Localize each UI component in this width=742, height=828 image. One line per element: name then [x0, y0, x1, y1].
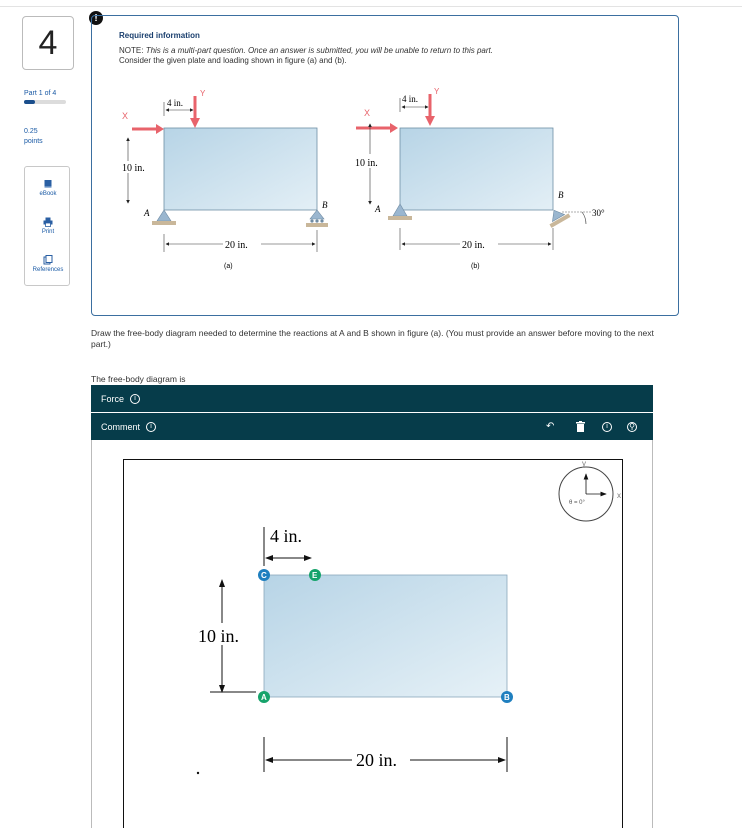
dim-bottom-b: 20 in.: [462, 240, 485, 251]
dim-bottom-a: 20 in.: [225, 240, 248, 251]
alert-icon: !: [89, 11, 103, 25]
instruction-text: Draw the free-body diagram needed to determine the reactions at A and B shown in figure (a). (You must provide an answer before moving to the next part.): [91, 328, 654, 349]
dial-theta: θ = 0°: [569, 500, 585, 506]
dial-x-label: x: [617, 491, 621, 500]
angle-dial[interactable]: [559, 459, 621, 521]
info-icon[interactable]: i: [130, 394, 140, 404]
ebook-button[interactable]: eBook: [25, 179, 71, 197]
fbd-dim-top: 4 in.: [270, 526, 303, 546]
point-c[interactable]: [258, 569, 270, 581]
svg-text:B: B: [504, 693, 510, 702]
accessibility-icon[interactable]: ⚲: [627, 413, 637, 440]
point-b[interactable]: [501, 691, 513, 703]
label-b-a: B: [322, 200, 328, 210]
print-button[interactable]: Print: [25, 217, 71, 235]
label-y-b: Y: [434, 87, 440, 96]
label-a-b: A: [375, 204, 381, 214]
question-number: 4: [22, 16, 74, 70]
svg-text:C: C: [261, 571, 267, 580]
references-button[interactable]: References: [25, 255, 71, 273]
dim-top-b: 4 in.: [402, 94, 419, 104]
fbd-label: The free-body diagram is: [91, 374, 186, 384]
points-value: 0.25 points: [24, 128, 43, 145]
caption-b: (b): [471, 263, 480, 270]
svg-text:E: E: [312, 571, 318, 580]
info-icon[interactable]: i: [146, 422, 156, 432]
comment-tool[interactable]: Comment: [101, 421, 141, 432]
fbd-plate: [264, 575, 507, 697]
fbd-dim-left: 10 in.: [198, 626, 240, 646]
info-note: NOTE: This is a multi-part question. Once an answer is submitted, you will be unable to return to this part. Consider the given plate and loading shown in figure (a) and (b).: [119, 46, 493, 65]
label-x-a: X: [122, 111, 129, 121]
point-e[interactable]: [309, 569, 321, 581]
part-indicator[interactable]: Part 1 of 4: [24, 90, 57, 97]
force-tool[interactable]: Force: [101, 393, 125, 404]
info-icon[interactable]: i: [602, 413, 612, 440]
info-title: Required information: [119, 31, 200, 40]
angle-b: 30°: [592, 208, 605, 218]
fbd-dim-bottom: 20 in.: [356, 750, 398, 770]
dial-y-label: y: [582, 459, 586, 468]
dim-top-a: 4 in.: [167, 98, 184, 108]
point-a[interactable]: [258, 691, 270, 703]
svg-text:A: A: [261, 693, 267, 702]
label-a-a: A: [144, 208, 150, 218]
dim-left-a: 10 in.: [122, 163, 145, 174]
label-y-a: Y: [200, 89, 206, 98]
label-b-b: B: [558, 190, 564, 200]
caption-a: (a): [224, 263, 233, 270]
undo-icon[interactable]: ↶: [546, 421, 555, 432]
dim-left-b: 10 in.: [355, 158, 378, 169]
label-x-b: X: [364, 108, 371, 118]
